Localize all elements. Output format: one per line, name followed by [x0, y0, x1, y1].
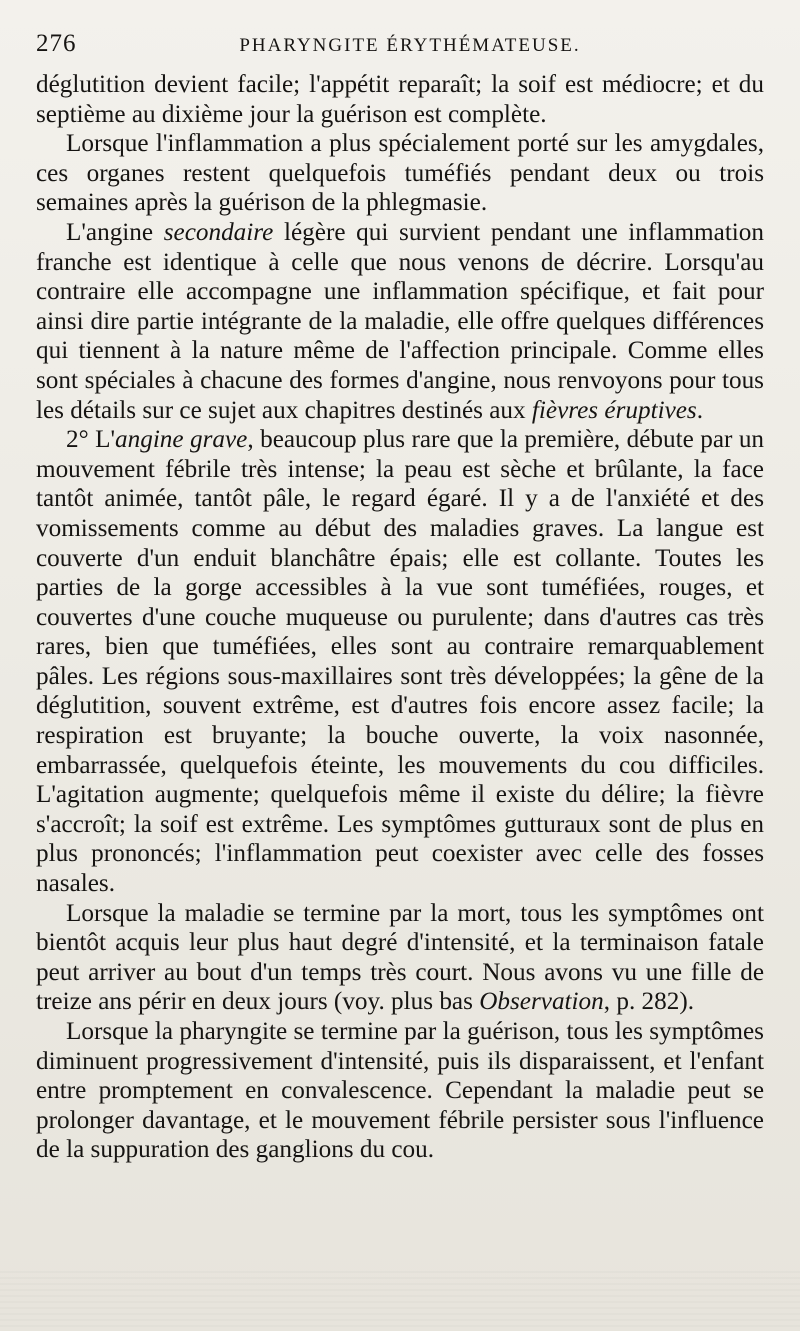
paragraph-6	[36, 1017, 764, 1165]
paragraph-6-text: Lorsque la pharyngite se termine par la guérison, tous les symptômes diminuent progressivement d'intensité, puis ils disparaissent, et l'enfant entre promptement en convalescence. Cependant la maladie peut se prolonger davantage, et le mouvement fébrile persister sous l'influence de la suppuration des ganglions du cou.	[36, 1018, 764, 1164]
body-text	[36, 70, 764, 1165]
bleed-through-texture	[0, 1271, 800, 1331]
paragraph-3	[36, 218, 764, 425]
paragraph-1	[36, 70, 764, 129]
italic-term-angine-grave: angine grave	[115, 426, 248, 454]
running-title: PHARYNGITE ÉRYTHÉMATEUSE.	[239, 35, 581, 56]
italic-term-secondaire: secondaire	[163, 218, 274, 246]
paragraph-3-text-c: .	[696, 396, 704, 424]
paragraph-4-text-b: , beaucoup plus rare que la première, débute par un mouvement fébrile très intense; la peau est sèche et brûlante, la face tantôt animée, tantôt pâle, le regard égaré. Il y a de l'anxiété et des vomissements comme au début des maladies graves. La langue est couverte d'un enduit blanchâtre épais; elle est collante. Toutes les parties de la gorge accessibles à la vue sont tuméfiées, rouges, et couvertes d'une couche muqueuse ou purulente; dans d'autres cas très rares, bien que tuméfiées, elles sont au contraire remarquablement pâles. Les régions sous-maxillaires sont très développées; la gêne de la déglutition, souvent extrême, est d'autres fois encore assez facile; la respiration est bruyante; la bouche ouverte, la voix nasonnée, embarrassée, quelquefois éteinte, les mouvements du cou difficiles. L'agitation augmente; quelquefois même il existe du délire; la fièvre s'accroît; la soif est extrême. Les symptômes gutturaux sont de plus en plus prononcés; l'inflammation peut coexister avec celle des fosses nasales.	[36, 426, 765, 898]
page-number: 276	[36, 30, 77, 57]
paragraph-3-text-a: L'angine	[66, 218, 164, 246]
paragraph-2-text: Lorsque l'inflammation a plus spécialement porté sur les amygdales, ces organes restent quelquefois tuméfiés pendant deux ou trois semaines après la guérison de la phlegmasie.	[36, 130, 764, 217]
page-header	[36, 30, 764, 70]
paragraph-5-text-b: , p. 282).	[603, 988, 694, 1016]
paragraph-5	[36, 899, 764, 1017]
paragraph-4	[36, 425, 764, 899]
italic-term-fievres-eruptives: fièvres éruptives	[531, 396, 697, 424]
paragraph-3-text-b: légère qui survient pendant une inflammation franche est identique à celle que nous venons de décrire. Lorsqu'au contraire elle accompagne une inflammation spécifique, et fait pour ainsi dire partie intégrante de la maladie, elle offre quelques différences qui tiennent à la nature même de l'affection principale. Comme elles sont spéciales à chacune des formes d'angine, nous renvoyons pour tous les détails sur ce sujet aux chapitres destinés aux	[36, 218, 764, 424]
paragraph-5-text-a: Lorsque la maladie se termine par la mort, tous les symptômes ont bientôt acquis leur plus haut degré d'intensité, et la terminaison fatale peut arriver au bout d'un temps très court. Nous avons vu une fille de treize ans périr en deux jours (voy. plus bas	[36, 899, 764, 1016]
paragraph-1-text: déglutition devient facile; l'appétit reparaît; la soif est médiocre; et du septième au dixième jour la guérison est complète.	[36, 71, 764, 128]
italic-term-observation: Observation	[479, 988, 604, 1016]
paragraph-2	[36, 129, 764, 218]
paragraph-4-text-a: 2° L'	[66, 426, 116, 454]
